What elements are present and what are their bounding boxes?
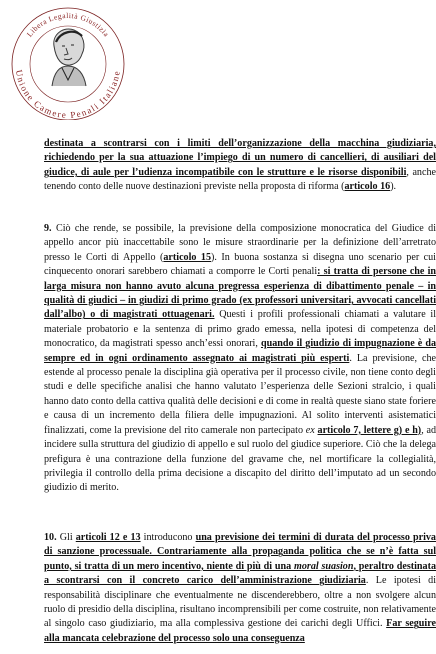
latin-term: ex xyxy=(305,424,315,436)
logo-ring-bottom: Unione Camere Penali Italiane xyxy=(14,69,122,120)
body-text: Ciò che rende, se possibile, la previsione della composizione monocratica del Giudice di appello ancor più inaccettabile sono le misure straordinarie per la definizione dell’arretrato presso le Corti di Appello ( xyxy=(44,223,436,263)
body-text: Gli xyxy=(56,532,76,543)
portrait-icon xyxy=(52,29,86,86)
emphasis-text: : si tratta di persone che in larga misura non hanno avuto alcuna pregressa esperienza di dibattimento penale – in qualità di giudici – in giudizi di primo grado (ex professori universitari, avvocati cancellati dall’albo) o di magistrati ottuagenari. xyxy=(44,266,436,321)
article-reference: articolo 16 xyxy=(344,181,391,193)
body-text: ). In buona sostanza si disegna uno scenario per cui cinquecento onorari sarebbero chiamati a comporre le Corti penali xyxy=(44,251,436,278)
article-reference: articoli 12 e 13 xyxy=(75,532,141,543)
paragraph-number: 10. xyxy=(44,532,57,543)
body-text: . La previsione, che estende al processo penale la disciplina già operativa per il processo civile, non tiene conto degli studi e delle specifiche analisi che hanno valutato l’esperienza delle Sezioni stralcio, i quali hanno dato conto della cattiva qualità delle decisioni e di come in realtà queste siano state foriere e causa di un incremento della filiera delle impugnazioni. Al solito interventi asistematici finalizzati, come la previsione del rito camerale non partecipato xyxy=(44,352,436,436)
logo-ring-top: Libera Legalità Giustizia xyxy=(24,10,112,39)
paragraph-number: 9. xyxy=(44,223,52,234)
latin-term: moral suasion xyxy=(294,560,354,572)
article-reference: articolo 15 xyxy=(163,251,212,263)
paragraph-continuation xyxy=(44,137,436,195)
ucpi-logo xyxy=(4,2,132,120)
emphasis-text: una previsione dei termini di durata del processo priva di sanzione processuale. Contrariamente alla propaganda politica che se n’è fatta sul punto, si tratta di un mero incentivo, niente di più di una xyxy=(44,532,436,572)
emphasis-text: quando il giudizio di impugnazione è da sempre ed in ogni ordinamento assegnato ai magistrati più esperti xyxy=(44,338,436,364)
emphasis-text: , peraltro destinata a scontrarsi con il concreto carico dell’amministrazione giudiziaria xyxy=(44,560,436,587)
emphasis-text: Far seguire alla mancata celebrazione del processo solo una conseguenza xyxy=(44,618,436,644)
body-text: ). xyxy=(390,181,397,193)
paragraph-9 xyxy=(44,222,436,496)
body-text: introducono xyxy=(140,532,196,543)
body-text: Questi i profili professionali chiamati a valutare il materiale probatorio e la sentenza di primo grado emessa, nella ipotesi di competenza del monocratico, da magistrati spesso anch’essi onorari, xyxy=(44,309,436,350)
body-text: , ad incidere sulla struttura del giudizio di appello e sul ruolo del giudice superiore. Ciò che la delega prefigura è una contrazione della funzione del gravame che, nel mortificare la collegialità, privilegia il controllo della prima decisione a discapito del diritto dell’imputato ad un secondo giudizio di merito. xyxy=(44,424,436,494)
body-text: . Le ipotesi di responsabilità disciplinare che eventualmente ne discenderebbero, oltre a non svolgere alcun ruolo di presidio della disciplina, risultano incomprensibili per come costruite, non relativamente al singolo caso giudiziario, ma alla complessiva gestione dei carichi degli Uffici. xyxy=(44,575,436,630)
emphasis-text: destinata a scontrarsi con i limiti dell’organizzazione della macchina giudiziaria, richiedendo per la sua attuazione l’impiego di un numero di cancellieri, di ausiliari del giudice, di aule per l’udienza incompatibile con le strutture e le risorse disponibili xyxy=(44,138,436,178)
article-reference: articolo 7, lettere g) e h) xyxy=(317,424,422,436)
body-text: , anche tenendo conto delle nuove destinazioni previste nella proposta di riforma ( xyxy=(44,166,436,193)
paragraph-10 xyxy=(44,531,436,646)
